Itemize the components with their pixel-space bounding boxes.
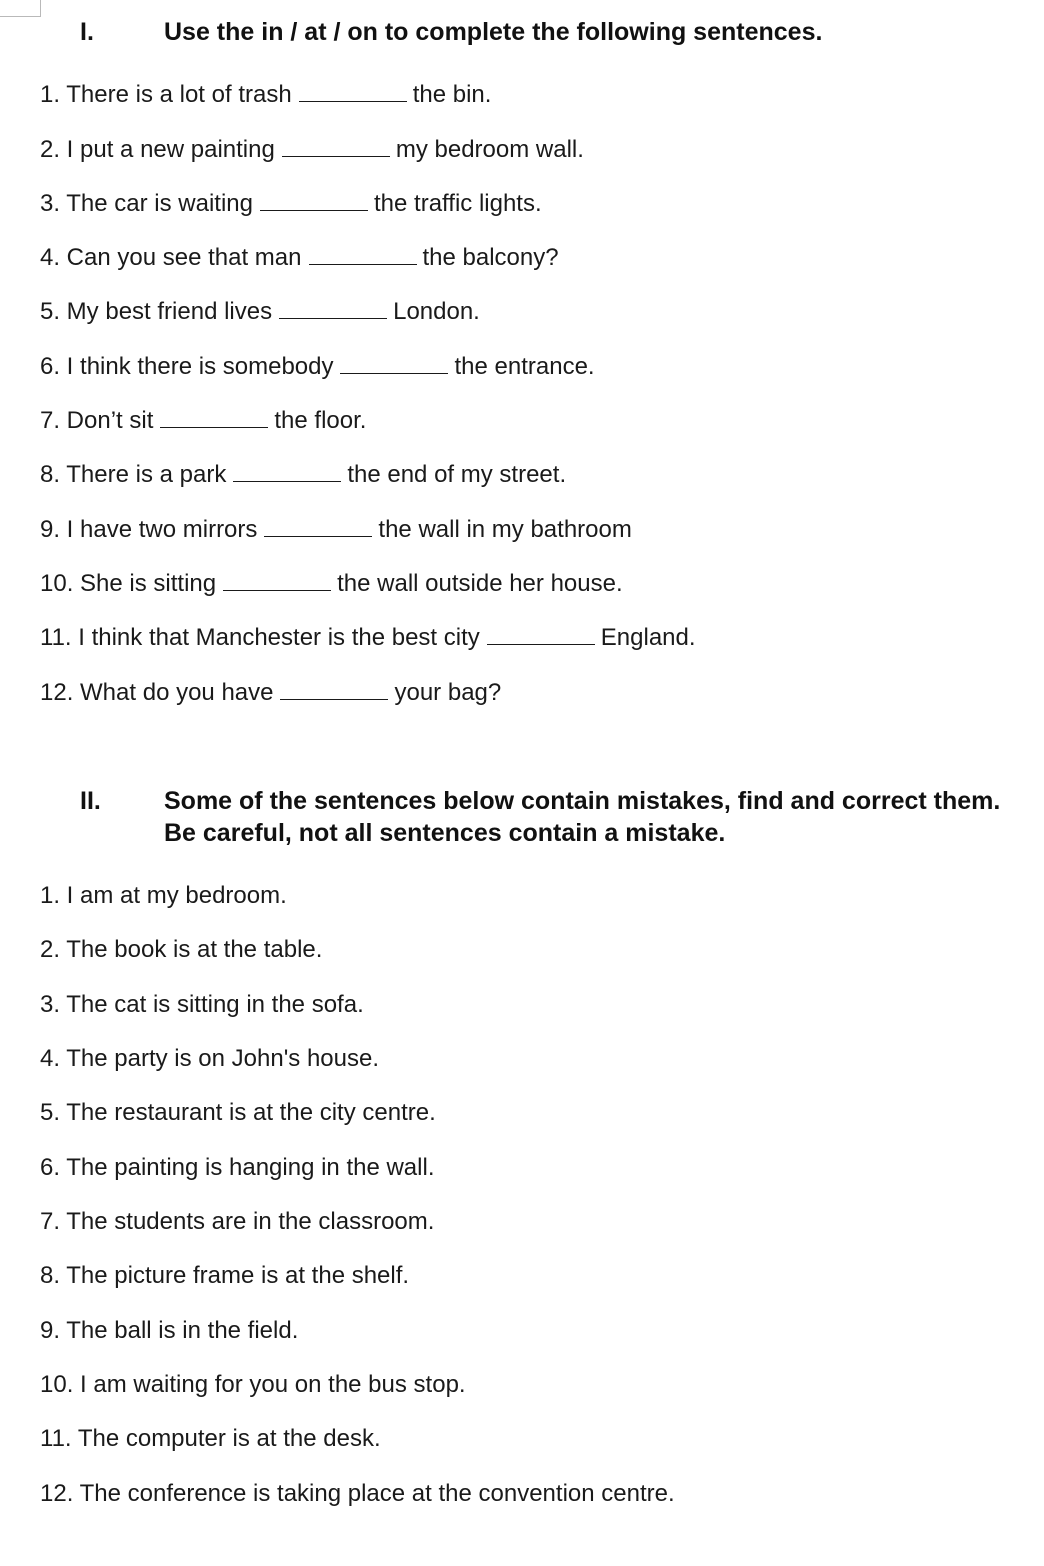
fill-in-item-12 <box>40 678 501 708</box>
section-1-instruction: Use the in / at / on to complete the following sentences. <box>164 18 823 46</box>
correction-item-11: 11. The computer is at the desk. <box>40 1425 381 1452</box>
answer-blank[interactable] <box>233 461 341 482</box>
item-text-before: 5. My best friend lives <box>40 298 273 325</box>
item-text-before: 8. There is a park <box>40 461 227 488</box>
item-text-before: 1. There is a lot of trash <box>40 81 292 108</box>
section-1-numeral: I. <box>80 18 94 46</box>
fill-in-item-3 <box>40 189 542 219</box>
correction-item-4: 4. The party is on John's house. <box>40 1045 380 1072</box>
item-text-after: the entrance. <box>454 353 595 380</box>
answer-blank[interactable] <box>279 298 387 319</box>
item-text-after: the end of my street. <box>347 461 567 488</box>
section-2-instruction-line-1: Some of the sentences below contain mistakes, find and correct them. <box>164 787 1001 815</box>
item-text-before: 4. Can you see that man <box>40 244 302 271</box>
item-text-before: 6. I think there is somebody <box>40 353 334 380</box>
section-2-numeral: II. <box>80 787 101 815</box>
fill-in-item-2 <box>40 135 584 165</box>
item-text-after: England. <box>600 624 696 651</box>
item-text-after: the bin. <box>412 81 492 108</box>
answer-blank[interactable] <box>299 81 407 102</box>
correction-item-7: 7. The students are in the classroom. <box>40 1208 435 1235</box>
fill-in-item-9 <box>40 515 632 545</box>
correction-item-9: 9. The ball is in the field. <box>40 1317 299 1344</box>
answer-blank[interactable] <box>260 190 368 211</box>
section-2-instruction <box>164 785 1000 849</box>
correction-item-2: 2. The book is at the table. <box>40 936 323 963</box>
item-text-before: 3. The car is waiting <box>40 190 253 217</box>
item-text-before: 9. I have two mirrors <box>40 516 258 543</box>
fill-in-item-7 <box>40 406 366 436</box>
page-corner-mark <box>0 0 41 17</box>
correction-item-6: 6. The painting is hanging in the wall. <box>40 1154 435 1181</box>
answer-blank[interactable] <box>280 679 388 700</box>
answer-blank[interactable] <box>223 570 331 591</box>
correction-item-8: 8. The picture frame is at the shelf. <box>40 1262 410 1289</box>
item-text-before: 12. What do you have <box>40 679 274 706</box>
answer-blank[interactable] <box>309 244 417 265</box>
item-text-before: 10. She is sitting <box>40 570 217 597</box>
item-text-before: 2. I put a new painting <box>40 136 275 163</box>
fill-in-item-6 <box>40 352 595 382</box>
fill-in-item-5 <box>40 297 480 327</box>
item-text-after: the wall outside her house. <box>337 570 623 597</box>
item-text-before: 7. Don’t sit <box>40 407 154 434</box>
answer-blank[interactable] <box>487 624 595 645</box>
item-text-after: the floor. <box>274 407 367 434</box>
fill-in-item-11 <box>40 623 696 653</box>
item-text-after: your bag? <box>394 679 502 706</box>
fill-in-item-8 <box>40 460 566 490</box>
item-text-after: London. <box>393 298 480 325</box>
fill-in-item-1 <box>40 80 491 110</box>
answer-blank[interactable] <box>282 136 390 157</box>
correction-item-3: 3. The cat is sitting in the sofa. <box>40 991 364 1018</box>
answer-blank[interactable] <box>264 516 372 537</box>
item-text-after: the traffic lights. <box>374 190 542 217</box>
item-text-after: the wall in my bathroom <box>378 516 632 543</box>
correction-item-5: 5. The restaurant is at the city centre. <box>40 1099 436 1126</box>
item-text-after: the balcony? <box>422 244 559 271</box>
fill-in-item-4 <box>40 243 559 273</box>
item-text-after: my bedroom wall. <box>395 136 584 163</box>
answer-blank[interactable] <box>340 353 448 374</box>
item-text-before: 11. I think that Manchester is the best city <box>40 624 480 651</box>
correction-item-12: 12. The conference is taking place at the convention centre. <box>40 1480 675 1507</box>
correction-item-1: 1. I am at my bedroom. <box>40 882 287 909</box>
correction-item-10: 10. I am waiting for you on the bus stop. <box>40 1371 466 1398</box>
section-2-instruction-line-2: Be careful, not all sentences contain a mistake. <box>164 819 726 847</box>
fill-in-item-10 <box>40 569 623 599</box>
answer-blank[interactable] <box>160 407 268 428</box>
